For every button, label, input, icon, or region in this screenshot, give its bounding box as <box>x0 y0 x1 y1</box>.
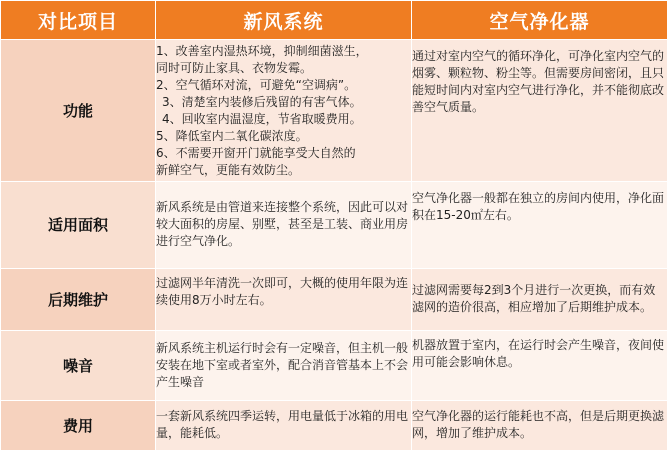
row-label-noise: 噪音 <box>1 330 156 400</box>
function-line-3: 2、空气循环对流，可避免“空调病”。 <box>156 77 357 92</box>
row-label-function: 功能 <box>1 40 156 182</box>
fresh-air-cost-text: 一套新风系统四季运转，用电量低于冰箱的用电量，能耗低。 <box>156 409 409 441</box>
function-line-8: 新鲜空气，更能有效防尘。 <box>156 162 301 177</box>
function-line-4: 3、清楚室内装修后残留的有害气体。 <box>162 94 362 109</box>
purifier-function-text: 通过对室内空气的循环净化，可净化室内空气的烟雾、颗粒物、粉尘等。但需要房间密闭，且只能短时间内对室内空气进行净化，并不能彻底改善空气质量。 <box>412 49 665 114</box>
function-line-5: 4、回收室内温湿度，节省取暖费用。 <box>162 111 362 126</box>
function-line-1: 1、改善室内湿热环境，抑制细菌滋生， <box>156 43 368 58</box>
fresh-air-noise-text: 新风系统主机运行时会有一定噪音，但主机一般安装在地下室或者室外，配合消音管基本上不会产生噪音 <box>156 340 409 389</box>
cell-fresh-air-maintenance <box>156 268 412 330</box>
header-compare-item: 对比项目 <box>1 1 156 40</box>
header-fresh-air-system: 新风系统 <box>156 1 412 40</box>
row-cost <box>1 400 667 450</box>
cell-fresh-air-area <box>156 182 412 268</box>
function-line-2: 同时可防止家具、衣物发霉。 <box>156 60 313 75</box>
fresh-air-maintenance-text: 过滤网半年清洗一次即可，大概的使用年限为连续使用8万小时左右。 <box>156 275 409 307</box>
function-line-6: 5、降低室内二氧化碳浓度。 <box>156 128 308 143</box>
cell-purifier-noise <box>412 330 667 400</box>
cell-purifier-function <box>412 40 667 182</box>
row-function <box>1 40 667 182</box>
row-maintenance <box>1 268 667 330</box>
function-line-7: 6、不需要开窗开门就能享受大自然的 <box>156 145 356 160</box>
row-area <box>1 182 667 268</box>
fresh-air-area-text: 新风系统是由管道来连接整个系统，因此可以对较大面积的房屋、别墅，甚至是工装、商业用房进行空气净化。 <box>156 200 409 249</box>
row-label-cost: 费用 <box>1 400 156 450</box>
cell-fresh-air-noise <box>156 330 412 400</box>
cell-purifier-area <box>412 182 667 268</box>
purifier-noise-text: 机器放置于室内，在运行时会产生噪音，夜间使用可能会影响休息。 <box>412 337 665 369</box>
purifier-maintenance-text: 过滤网需要每2到3个月进行一次更换，而有效滤网的造价很高，相应增加了后期维护成本。 <box>412 283 656 315</box>
purifier-cost-text: 空气净化器的运行能耗也不高，但是后期更换滤网，增加了维护成本。 <box>412 409 665 441</box>
header-air-purifier: 空气净化器 <box>412 1 667 40</box>
row-label-maintenance: 后期维护 <box>1 268 156 330</box>
header-row <box>1 1 667 40</box>
purifier-area-text: 空气净化器一般都在独立的房间内使用，净化面积在15-20㎡左右。 <box>412 191 665 223</box>
row-label-area: 适用面积 <box>1 182 156 268</box>
cell-fresh-air-function <box>156 40 412 182</box>
cell-purifier-maintenance <box>412 268 667 330</box>
cell-fresh-air-cost <box>156 400 412 450</box>
row-noise <box>1 330 667 400</box>
cell-purifier-cost <box>412 400 667 450</box>
